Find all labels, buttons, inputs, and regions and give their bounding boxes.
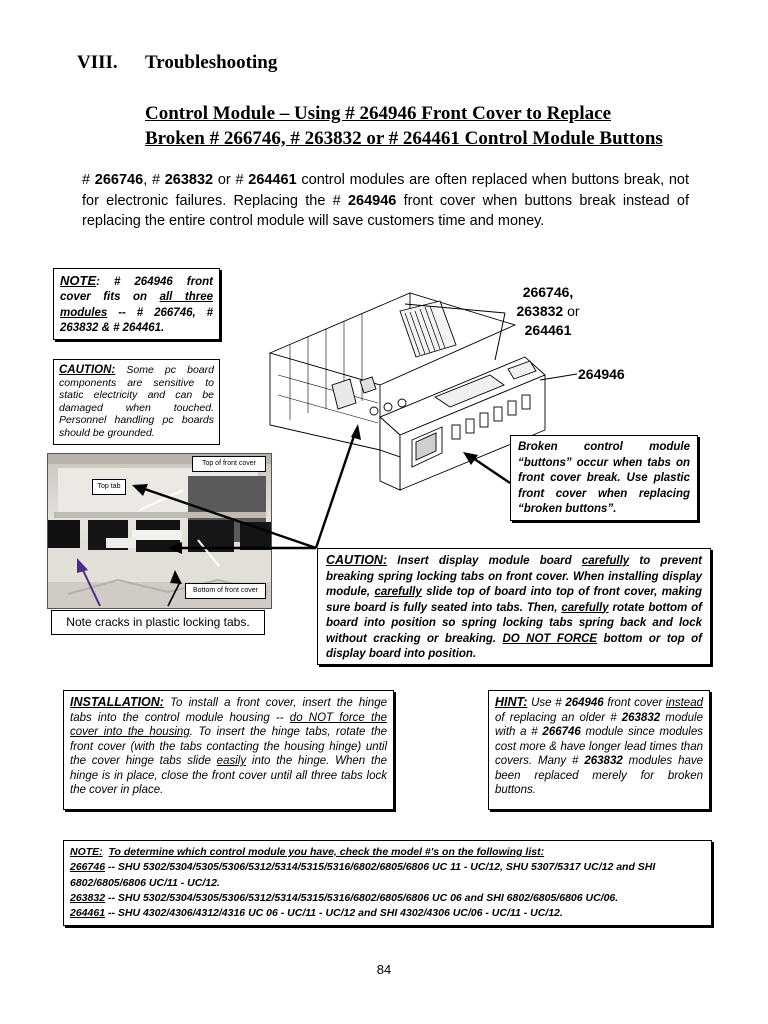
installation-label: INSTALLATION: xyxy=(70,695,164,709)
model-list xyxy=(70,860,705,921)
model-list-box xyxy=(63,840,712,926)
intro-paragraph: # 266746, # 263832 or # 264461 control modules are often replaced when buttons break, not for electronic failures. Replacing the # 264946 front cover when buttons break instead of replacing the entire control module will save customers time and money. xyxy=(82,172,690,229)
caution-install-box: CAUTION: Insert display module board carefully to prevent breaking spring locking tabs on front cover. When installing display module, carefully slide top of board into top of front cover, making sure board is fully seated into tabs. Then, carefully rotate bottom of board into position so spring locking tabs spring back and lock without cracking or breaking. DO NOT FORCE bottom or top of display board into position. xyxy=(317,548,711,665)
broken-buttons-box: Broken control module “buttons” occur when tabs on front cover break. Use plastic front cover when replacing “broken buttons”. xyxy=(510,435,698,521)
model-note-title: To determine which control module you have, check the model #'s on the following list: xyxy=(108,846,545,858)
bottom-of-front-cover-label: Bottom of front cover xyxy=(185,583,266,599)
front-cover-part-label: 264946 xyxy=(578,366,625,382)
installation-box: INSTALLATION: To install a front cover, insert the hinge tabs into the control module housing -- do NOT force the cover into the housing. To insert the hinge tabs, rotate the front cover (with the tabs contacting the housing hinge) until the cover hinge tabs slide easily into the hinge. When the hinge is in place, close the front cover until all three tabs lock the cover in place. xyxy=(63,690,394,810)
model-row: 264461 -- SHU 4302/4306/4312/4316 UC 06 - UC/11 - UC/12 and SHI 4302/4306 UC/06 - UC/11 - UC/12. xyxy=(70,907,563,920)
page-number: 84 xyxy=(376,962,392,977)
top-of-front-cover-label: Top of front cover xyxy=(192,456,266,472)
model-row: 266746 -- SHU 5302/5304/5305/5306/5312/5314/5315/5316/6802/6805/6806 UC 11 - UC/12, SHU 5307/5317 UC/12 and SHI 6802/6805/6806 UC/11 - UC/12. xyxy=(70,861,656,889)
caution-static-label: CAUTION: xyxy=(59,364,116,376)
section-title: Troubleshooting xyxy=(145,52,278,73)
hint-label: HINT: xyxy=(495,695,528,709)
section-number: VIII. xyxy=(77,52,118,73)
photo-caption: Note cracks in plastic locking tabs. xyxy=(51,610,265,635)
note-label: NOTE xyxy=(60,273,97,288)
title-line-1: Control Module – Using # 264946 Front Cover to Replace xyxy=(145,103,612,124)
module-part-numbers-label: 266746, 263832 or 264461 xyxy=(516,284,580,338)
top-tab-label: Top tab xyxy=(92,479,126,495)
model-row: 263832 -- SHU 5302/5304/5305/5306/5312/5314/5315/5316/6802/6805/6806 UC 06 and SHI 6802/6805/6806 UC/06. xyxy=(70,891,619,904)
hint-box: HINT: Use # 264946 front cover instead of replacing an older # 263832 module with a # 266746 module since modules cost more & have longer lead times than covers. Many # 263832 modules have been replaced merely for broken buttons. xyxy=(488,690,710,810)
caution-install-label: CAUTION: xyxy=(326,553,388,567)
note-box: NOTE: # 264946 front cover fits on all three modules -- # 266746, # 263832 & # 264461. xyxy=(53,268,220,340)
caution-static-box: CAUTION: Some pc board components are sensitive to static electricity and can be damaged when touched. Personnel handling pc boards should be grounded. xyxy=(53,359,220,445)
title-line-2: Broken # 266746, # 263832 or # 264461 Control Module Buttons xyxy=(145,128,663,149)
model-note-label: NOTE: xyxy=(70,846,103,858)
